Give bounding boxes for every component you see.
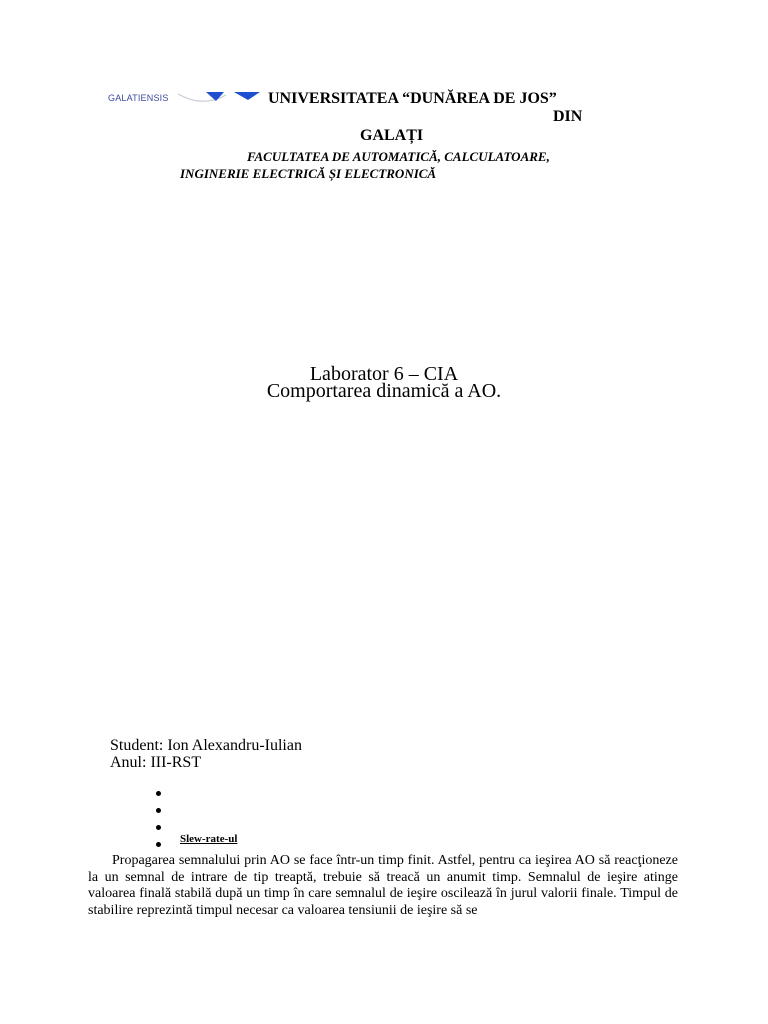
bullet-icon bbox=[156, 825, 161, 830]
bullet-icon bbox=[156, 808, 161, 813]
logo-text: GALATIENSIS bbox=[108, 93, 169, 103]
university-name: UNIVERSITATEA “DUNĂREA DE JOS” bbox=[268, 90, 557, 107]
lab-title: Laborator 6 – CIA bbox=[309, 363, 459, 385]
section-heading: Slew-rate-ul bbox=[180, 833, 238, 845]
lab-subtitle: Comportarea dinamică a AO. bbox=[266, 380, 502, 402]
student-name: Student: Ion Alexandru-Iulian bbox=[110, 737, 302, 754]
student-year: Anul: III-RST bbox=[110, 754, 202, 771]
university-name-cont: DIN bbox=[553, 108, 583, 125]
university-city: GALAȚI bbox=[360, 127, 424, 144]
logo-emblem-icon bbox=[108, 92, 268, 108]
bullet-icon bbox=[156, 791, 161, 796]
university-logo bbox=[108, 92, 268, 108]
faculty-name: FACULTATEA DE AUTOMATICĂ, CALCULATOARE, bbox=[247, 149, 550, 164]
body-paragraph: Propagarea semnalului prin AO se face într-un timp finit. Astfel, pentru ca ieşirea AO să reacţioneze la un semnal de intrare de tip treaptă, trebuie să treacă un anumit timp. Semnalul de ieşire atinge valoarea finală stabilă după un timp în care semnalul de ieşire oscilează în jurul valorii finale. Timpul de stabilire reprezintă timpul necesar ca valoarea tensiunii de ieşire să se bbox=[88, 853, 678, 918]
bullet-icon bbox=[156, 842, 161, 847]
faculty-name-cont: INGINERIE ELECTRICĂ ȘI ELECTRONICĂ bbox=[180, 166, 437, 181]
